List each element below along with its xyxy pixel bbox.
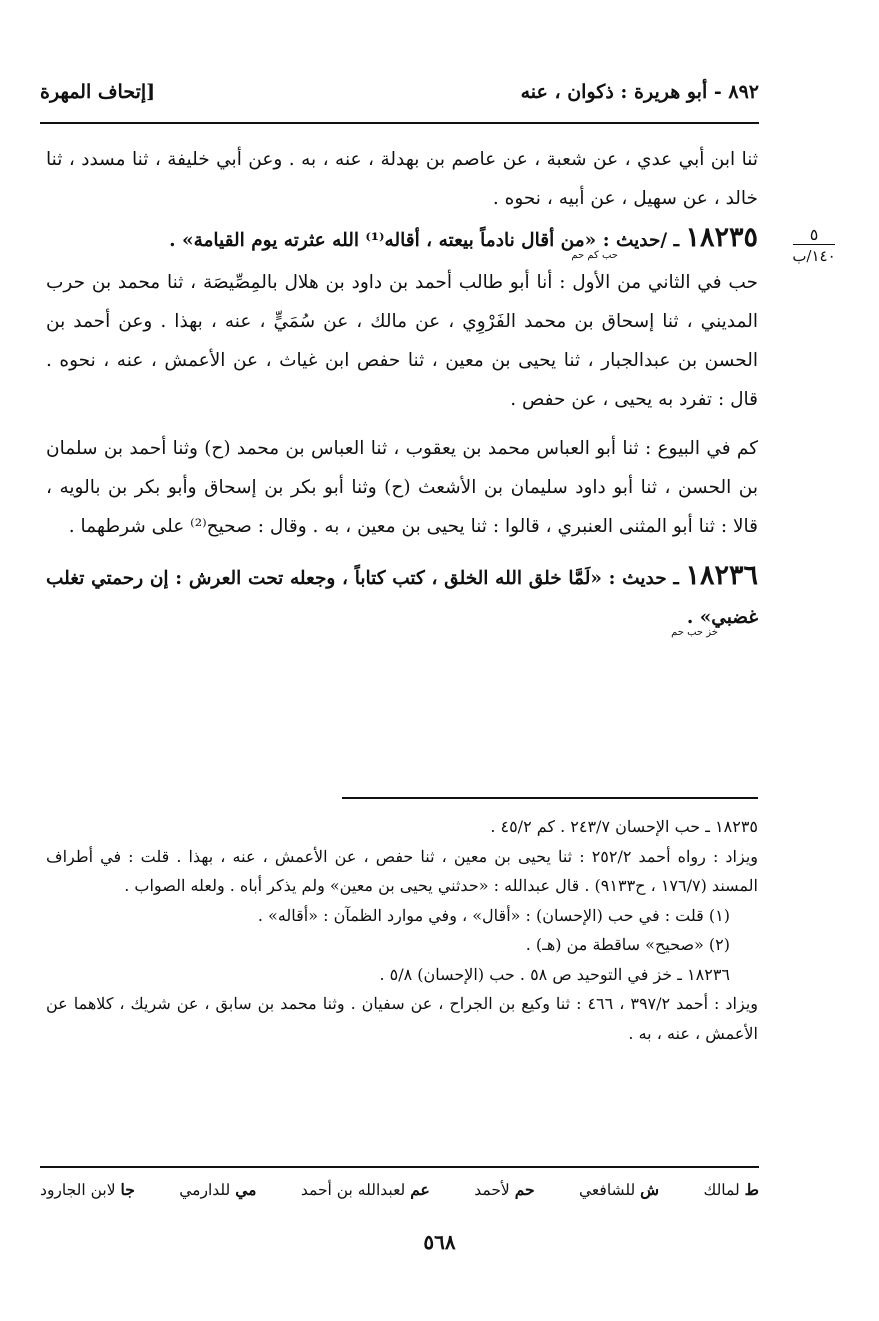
footnote-source-18236: ١٨٢٣٦ ـ خز في التوحيد ص ٥٨ . حب (الإحسان) ٥/٨ . bbox=[379, 964, 730, 984]
entry-label: ـ /حديث : bbox=[596, 230, 686, 251]
paragraph-chain-continuation: ثنا ابن أبي عدي ، عن شعبة ، عن عاصم بن بهدلة ، عنه ، به . وعن أبي خليفة ، ثنا مسدد ، ثنا خالد ، عن سهيل ، عن أبيه ، نحوه . bbox=[46, 149, 758, 209]
abbreviation-item: جا لابن الجارود bbox=[40, 1180, 135, 1199]
margin-folio: ١٤٠/ب bbox=[792, 247, 836, 265]
abbreviation-item: عم لعبدالله بن أحمد bbox=[300, 1180, 430, 1199]
footnote-rule bbox=[342, 797, 758, 799]
paragraph-ibn-hibban-chain: حب في الثاني من الأول : أنا أبو طالب أحمد بن داود بن هلال بالمِصِّيصَة ، ثنا محمد بن حرب المديني ، ثنا إسحاق بن محمد الفَرْوِي ، عن مالك ، عن سُمَيٍّ ، عنه ، بهذا . وعن أحمد بن الحسن بن عبدالجبار ، ثنا يحيى بن معين ، ثنا حفص ابن غياث ، عن الأعمش ، عنه ، نحوه . قال : تفرد به يحيى ، عن حفص . bbox=[46, 272, 758, 410]
entry-label: ـ حديث : bbox=[601, 568, 686, 589]
hadith-text: «من أقال نادماً بيعته ، أقاله⁽¹⁾ الله عثرته يوم القيامة» . bbox=[169, 230, 597, 251]
entry-number: ١٨٢٣٦ bbox=[685, 560, 758, 591]
abbreviation-item: حم لأحمد bbox=[474, 1180, 535, 1199]
footnotes bbox=[46, 812, 758, 1048]
header-chapter-title: ٨٩٢ - أبو هريرة : ذكوان ، عنه bbox=[520, 81, 759, 103]
main-text bbox=[46, 140, 758, 640]
header-rule bbox=[40, 122, 759, 124]
header-book-title: [إتحاف المهرة bbox=[40, 81, 156, 103]
paragraph-hakim-chain: كم في البيوع : ثنا أبو العباس محمد بن يعقوب ، ثنا العباس بن محمد (ح) وثنا أحمد بن سلمان بن الحسن ، ثنا أبو داود سليمان بن الأشعث (ح) وثنا أبو بكر بن إسحاق وأبو بكر بن بالويه ، قالا : ثنا أبو المثنى العنبري ، قالوا : ثنا يحيى بن معين ، به . وقال : صحيح⁽²⁾ على شرطهما . bbox=[46, 438, 758, 537]
margin-bar bbox=[793, 244, 835, 245]
footnote-2: (٢) «صحيح» ساقطة من (هـ) . bbox=[525, 935, 730, 954]
abbreviations-rule bbox=[40, 1166, 759, 1168]
footnote-addition-18235: ويزاد : رواه أحمد ٢٥٢/٢ : ثنا يحيى بن معين ، ثنا حفص ، عن الأعمش ، عنه ، بهذا . قلت : في أطراف المسند (١٧٦/٧ ، ح٩١٣٣) . قال عبدالله : «حدثني يحيى بن معين» ولم يذكر أباه . ولعله الصواب . bbox=[46, 846, 759, 895]
entry-sigla: خز حب حم bbox=[671, 627, 718, 638]
page-number: ٥٦٨ bbox=[423, 1230, 456, 1254]
margin-manuscript-note bbox=[784, 225, 844, 265]
footnote-1: (١) قلت : في حب (الإحسان) : «أقال» ، وفي موارد الظمآن : «أقاله» . bbox=[257, 905, 730, 925]
margin-star: ٥ bbox=[809, 225, 819, 244]
running-header bbox=[40, 72, 759, 112]
entry-number: ١٨٢٣٥ bbox=[685, 222, 758, 253]
footnote-addition-18236: ويزاد : أحمد ٣٩٧/٢ ، ٤٦٦ : ثنا وكيع بن الجراح ، عن سفيان . وثنا محمد بن سابق ، عن شريك ، كلاهما عن الأعمش ، عنه ، به . bbox=[46, 994, 758, 1043]
hadith-entry-18236 bbox=[46, 556, 758, 637]
abbreviation-item: مي للدارمي bbox=[179, 1180, 257, 1199]
abbreviation-item: ش للشافعي bbox=[579, 1180, 660, 1199]
footnote-source-18235: ١٨٢٣٥ ـ حب الإحسان ٢٤٣/٧ . كم ٤٥/٢ . bbox=[490, 817, 758, 836]
hadith-text: «لَمَّا خلق الله الخلق ، كتب كتاباً ، وجعله تحت العرش : إن رحمتي تغلب غضبي» . bbox=[46, 568, 758, 628]
entry-sigla: حب كم حم bbox=[571, 250, 618, 261]
abbreviation-item: ط لمالك bbox=[703, 1180, 759, 1199]
abbreviations-key bbox=[40, 1180, 759, 1199]
